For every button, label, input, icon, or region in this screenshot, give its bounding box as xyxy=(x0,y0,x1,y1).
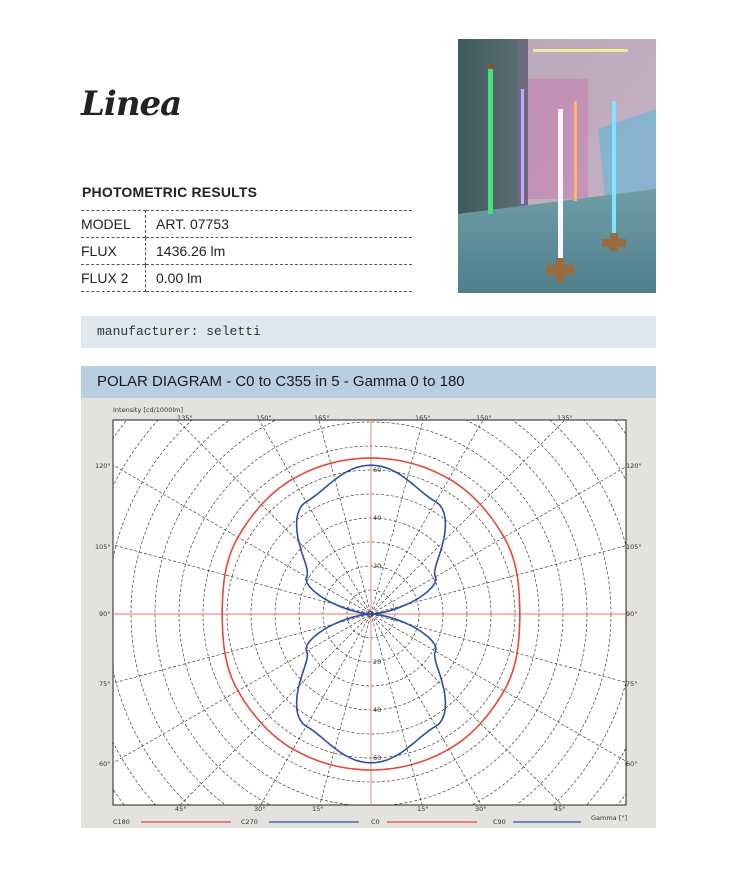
bottom-angle-label: 15° xyxy=(417,805,429,813)
legend-label: C90 xyxy=(493,818,506,826)
side-angle-label-right: 120° xyxy=(626,462,642,470)
row-label: FLUX xyxy=(81,238,146,265)
row-label: FLUX 2 xyxy=(81,265,146,292)
side-angle-label-right: 60° xyxy=(626,760,638,768)
gamma-label: Gamma [°] xyxy=(591,814,628,822)
top-angle-label: 135° xyxy=(557,414,573,422)
manufacturer-bar: manufacturer: seletti xyxy=(81,316,656,348)
y-unit-label: Intensity [cd/1000lm] xyxy=(113,406,183,414)
legend-label: C180 xyxy=(113,818,130,826)
bottom-angle-label: 45° xyxy=(554,805,566,813)
side-angle-label-left: 105° xyxy=(95,543,111,551)
side-angle-label-left: 120° xyxy=(95,462,111,470)
row-value: ART. 07753 xyxy=(146,211,413,238)
side-angle-label-right: 75° xyxy=(626,680,638,688)
table-row xyxy=(81,238,412,265)
polar-header: POLAR DIAGRAM - C0 to C355 in 5 - Gamma 0 to 180 xyxy=(81,366,656,398)
bottom-angle-label: 15° xyxy=(312,805,324,813)
table-row xyxy=(81,211,412,238)
row-label: MODEL xyxy=(81,211,146,238)
side-angle-label-left: 60° xyxy=(99,760,111,768)
brand-logo: Linea xyxy=(81,84,182,124)
radial-label: 60 xyxy=(373,754,382,762)
radial-label: 40 xyxy=(373,706,382,714)
product-photo xyxy=(458,39,656,293)
top-angle-label: 135° xyxy=(177,414,193,422)
table-row xyxy=(81,265,412,292)
section-title: PHOTOMETRIC RESULTS xyxy=(82,184,258,200)
legend-label: C0 xyxy=(371,818,380,826)
bottom-angle-label: 30° xyxy=(475,805,487,813)
legend-label: C270 xyxy=(241,818,258,826)
top-angle-label: 165° xyxy=(415,414,431,422)
side-angle-label-left: 90° xyxy=(99,610,111,618)
side-angle-label-left: 75° xyxy=(99,680,111,688)
bottom-angle-label: 30° xyxy=(254,805,266,813)
radial-label: 60 xyxy=(373,466,382,474)
top-angle-label: 150° xyxy=(476,414,492,422)
top-angle-label: 150° xyxy=(256,414,272,422)
side-angle-label-right: 105° xyxy=(626,543,642,551)
row-value: 0.00 lm xyxy=(146,265,413,292)
radial-label: 20 xyxy=(373,562,382,570)
radial-label: 20 xyxy=(373,658,382,666)
row-value: 1436.26 lm xyxy=(146,238,413,265)
bottom-angle-label: 45° xyxy=(175,805,187,813)
top-angle-label: 165° xyxy=(314,414,330,422)
radial-label: 40 xyxy=(373,514,382,522)
photometric-table xyxy=(81,210,412,292)
side-angle-label-right: 90° xyxy=(626,610,638,618)
polar-diagram xyxy=(81,398,656,828)
